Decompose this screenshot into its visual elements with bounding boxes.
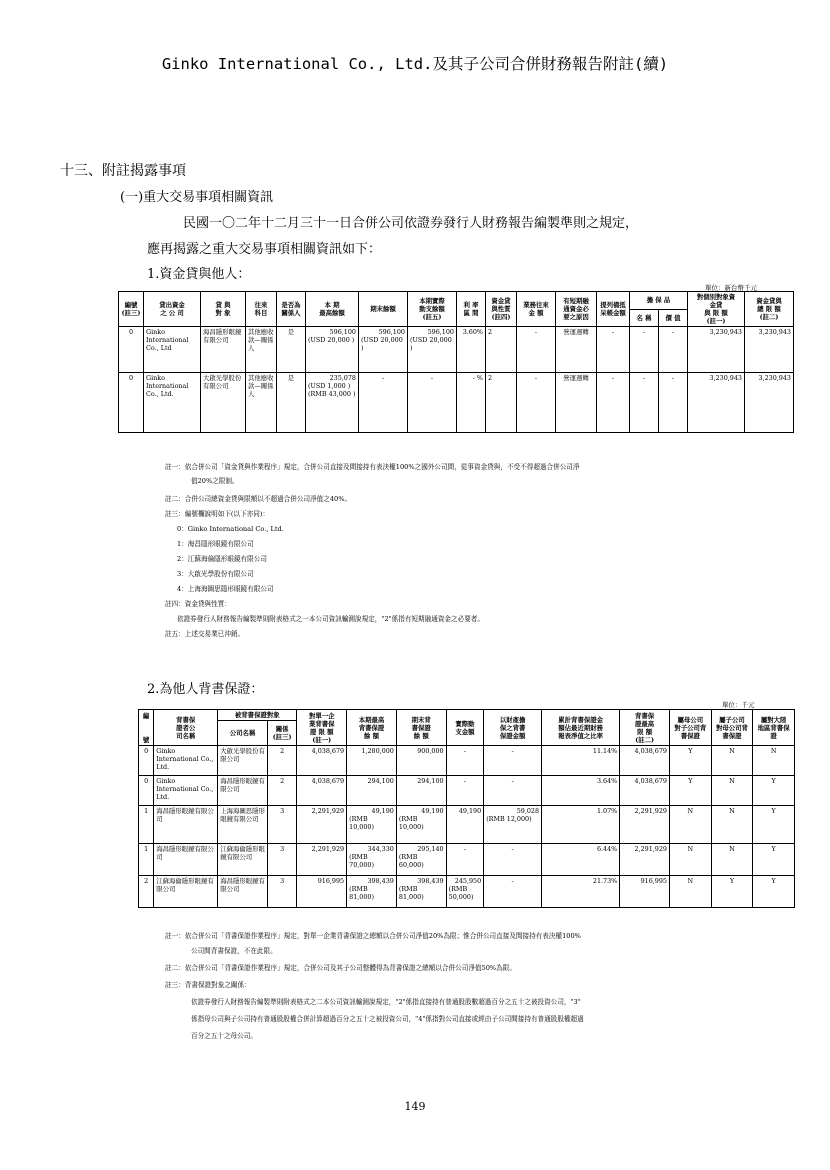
h-coll-name: 名 稱 bbox=[630, 309, 659, 327]
g-h-rel-b: (註三) bbox=[272, 733, 292, 741]
h-limit1-a: 對個別對象資 bbox=[696, 293, 736, 301]
cell: N bbox=[670, 806, 712, 844]
cell: 344,330 bbox=[367, 845, 394, 853]
h-rate-a: 利 率 bbox=[463, 301, 479, 309]
cell: - bbox=[597, 373, 630, 433]
note1-line: 註二：合併公司總資金貸與限額以不超過合併公司淨值之40%。 bbox=[165, 495, 352, 503]
table-row bbox=[139, 844, 795, 876]
cell: Y bbox=[670, 746, 712, 776]
cell: N bbox=[670, 844, 712, 876]
intro-line-1: 民國一〇二年十二月三十一日合併公司依證券發行人財務報告編製準則之規定， bbox=[183, 216, 639, 231]
note1-line: 依證券發行人財務報告編製準則附表格式之一本公司資訊輸測說規定，"2"係指有短期融通資金之必要者。 bbox=[177, 615, 484, 623]
g-h-end-b: 書保證 bbox=[411, 723, 431, 732]
cell: 916,995 bbox=[297, 876, 347, 908]
cell: Y bbox=[670, 776, 712, 806]
h-end: 期末餘額 bbox=[359, 292, 408, 327]
note2-line: 百分之五十之母公司。 bbox=[191, 1032, 257, 1040]
cell: 2 bbox=[486, 327, 517, 373]
cell-sub: (USD 20,000 ) bbox=[410, 336, 452, 352]
cell: 是 bbox=[277, 373, 306, 433]
h-limit1-c: 與 限 額 bbox=[704, 309, 728, 317]
cell: 294,100 bbox=[347, 776, 397, 806]
h-borrower-a: 貸 與 bbox=[215, 301, 231, 309]
cell: 3,230,943 bbox=[745, 373, 794, 433]
h-account-a: 往來 bbox=[254, 301, 268, 309]
note1-line: 1：海昌隱形眼鏡有限公司 bbox=[177, 540, 254, 548]
cell: - bbox=[408, 373, 457, 433]
cell-sub: (RMB 10,000) bbox=[398, 815, 424, 831]
part1-title: 1.資金貸與他人： bbox=[147, 267, 251, 282]
g-h-maxlimit-d: (註二) bbox=[635, 735, 655, 744]
h-rate-b: 區 間 bbox=[463, 309, 479, 317]
note2-line: 依證券發行人財務報告編製準則附表格式之二本公司資訊輸測說規定，"2"係指直接持有普通股股數超過百分之五十之被投資公司，"3" bbox=[191, 998, 581, 1006]
cell: - bbox=[359, 373, 408, 433]
cell: 2 bbox=[267, 776, 296, 806]
table-row bbox=[139, 806, 795, 844]
cell: 2 bbox=[486, 373, 517, 433]
g-h-max-c: 餘 額 bbox=[363, 731, 379, 740]
g-h-end-a: 期末背 bbox=[411, 715, 431, 724]
g-h-maxlimit-a: 背書保 bbox=[635, 711, 655, 720]
h-nature-b: 與性質 bbox=[491, 305, 511, 313]
cell: 11.14% bbox=[542, 746, 620, 776]
cell: N bbox=[711, 844, 753, 876]
cell: 596,100 bbox=[378, 328, 405, 336]
cell: 49,190 bbox=[371, 807, 394, 815]
cell: 596,100 bbox=[329, 328, 356, 336]
cell-sub: (USD 20,000 ) bbox=[308, 336, 355, 344]
cell: 3.64% bbox=[542, 776, 620, 806]
h-no-a: 編號 bbox=[124, 301, 138, 309]
h-allow-a: 提列備抵 bbox=[600, 301, 626, 309]
cell: 4,038,679 bbox=[620, 776, 670, 806]
page-header: Ginko International Co., Ltd.及其子公司合併財務報告附註(續) bbox=[161, 55, 669, 73]
cell-sub: (RMB 50,000) bbox=[448, 885, 474, 901]
g-h-p2s-b: 對子公司背 bbox=[674, 723, 707, 732]
h-limit2-b: 總 限 額 bbox=[757, 305, 781, 313]
h-actual-b: 動支餘額 bbox=[419, 305, 445, 313]
h-related-b: 關係人 bbox=[281, 309, 301, 317]
g-h-guar-c: 司名稱 bbox=[176, 731, 196, 740]
cell: 海昌隱形眼鏡有限公司 bbox=[218, 776, 268, 806]
cell: Y bbox=[753, 776, 795, 806]
cell: 49,190 bbox=[446, 806, 484, 844]
cell: 3.60% bbox=[457, 327, 486, 373]
loan-table bbox=[118, 291, 794, 433]
h-limit2-c: (註二) bbox=[759, 313, 779, 321]
cell: 295,140 bbox=[417, 845, 444, 853]
cell: 其他應收款—關係人 bbox=[246, 327, 277, 373]
g-h-rel-a: 關係 bbox=[275, 725, 289, 733]
h-biz-a: 業務往來 bbox=[523, 301, 549, 309]
cell: 3,230,943 bbox=[688, 373, 745, 433]
h-no-b: (註三) bbox=[121, 309, 141, 317]
h-limit1-d: (註一) bbox=[706, 317, 726, 325]
cell: 2 bbox=[139, 876, 154, 908]
cell: Ginko International Co., Ltd bbox=[144, 327, 201, 373]
cell: Ginko International Co., Ltd. bbox=[154, 746, 218, 776]
cell: 0 bbox=[119, 327, 144, 373]
h-limit2-a: 資金貸與 bbox=[756, 297, 782, 305]
note2-line: 註三：背書保證對象之關係： bbox=[165, 981, 251, 989]
h-related-a: 是否為 bbox=[281, 301, 301, 309]
cell: - % bbox=[457, 373, 486, 433]
cell: N bbox=[711, 776, 753, 806]
g-h-maxlimit-b: 證最高 bbox=[635, 719, 655, 728]
note2-line: 公司間背書保證，不在此限。 bbox=[191, 947, 277, 955]
g-h-no-a: 編 bbox=[142, 711, 150, 720]
note1-line: 4：上海海圖思隱形眼鏡有限公司 bbox=[177, 585, 274, 593]
cell: - bbox=[446, 746, 484, 776]
cell: Y bbox=[753, 844, 795, 876]
cell: 大啟光學股份有限公司 bbox=[201, 373, 246, 433]
section-title: 十三、附註揭露事項 bbox=[60, 163, 186, 179]
cell: - bbox=[517, 327, 556, 373]
cell: 49,190 bbox=[421, 807, 444, 815]
h-actual-c: (註五) bbox=[422, 313, 442, 321]
cell: 596,100 bbox=[427, 328, 454, 336]
g-h-guar-b: 證者公 bbox=[176, 723, 196, 732]
cell: - bbox=[484, 746, 542, 776]
cell: 3,230,943 bbox=[745, 327, 794, 373]
note1-line: 註四：資金貸與性質： bbox=[165, 600, 231, 608]
h-reason-b: 通資金必 bbox=[563, 305, 589, 313]
h-borrower-b: 對 象 bbox=[215, 309, 231, 317]
h-nature-c: (註四) bbox=[491, 313, 511, 321]
h-collateral: 擔 保 品 bbox=[630, 292, 688, 310]
g-h-s2p-c: 書保證 bbox=[722, 731, 742, 740]
cell: N bbox=[711, 806, 753, 844]
g-h-maxlimit-c: 限 額 bbox=[637, 727, 653, 736]
cell: 59,028 bbox=[516, 807, 540, 815]
cell-sub: (RMB 81,000) bbox=[398, 885, 424, 901]
table-row bbox=[139, 746, 795, 776]
h-biz-b: 金 額 bbox=[528, 309, 544, 317]
cell: - bbox=[597, 327, 630, 373]
intro-line-2: 應再揭露之重大交易事項相關資訊如下： bbox=[147, 242, 382, 257]
cell: 1 bbox=[139, 806, 154, 844]
g-h-company: 公司名稱 bbox=[218, 721, 268, 746]
cell: 4,038,679 bbox=[297, 746, 347, 776]
cell: 0 bbox=[139, 746, 154, 776]
cell: 海昌隱形眼鏡有限公司 bbox=[154, 844, 218, 876]
cell: 是 bbox=[277, 327, 306, 373]
cell: 海昌隱形眼鏡有限公司 bbox=[218, 876, 268, 908]
h-actual-a: 本期實際 bbox=[419, 297, 445, 305]
notes2 bbox=[165, 932, 795, 1041]
cell: 2,291,929 bbox=[297, 844, 347, 876]
cell-sub: (RMB 12,000) bbox=[486, 815, 532, 823]
cell: 916,995 bbox=[620, 876, 670, 908]
cell: - bbox=[484, 844, 542, 876]
h-reason-a: 有短期融 bbox=[563, 297, 589, 305]
cell: 398,439 bbox=[367, 877, 394, 885]
cell: 398,439 bbox=[417, 877, 444, 885]
cell: Y bbox=[753, 876, 795, 908]
g-h-guar-a: 背書保 bbox=[176, 715, 196, 724]
cell: 2,291,929 bbox=[297, 806, 347, 844]
cell: 1,280,000 bbox=[347, 746, 397, 776]
cell: - bbox=[446, 844, 484, 876]
cell: 上海海圖思隱形眼鏡有限公司 bbox=[218, 806, 268, 844]
cell: 6.44% bbox=[542, 844, 620, 876]
g-h-s2p-b: 對母公司背 bbox=[715, 723, 748, 732]
note1-line: 註三：編號欄說明如下(以下亦同)： bbox=[165, 510, 270, 518]
cell: 海昌隱形眼鏡有限公司 bbox=[154, 806, 218, 844]
guarantee-table bbox=[138, 709, 795, 908]
cell-sub: (RMB 81,000) bbox=[349, 885, 374, 901]
g-h-target: 被背書保證對象 bbox=[218, 710, 297, 721]
cell: 3 bbox=[267, 876, 296, 908]
g-h-actual-a: 實際動 bbox=[455, 719, 475, 728]
cell: 江蘇海倫隱形眼鏡有限公司 bbox=[154, 876, 218, 908]
cell: 3 bbox=[267, 806, 296, 844]
note2-line: 係指母公司與子公司持有普通股股權合併計算超過百分之五十之被投資公司，"4"係指對公司直接或經由子公司間接持有普通股股權超過 bbox=[191, 1015, 584, 1023]
cell: - bbox=[484, 776, 542, 806]
part2-unit: 單位：千元 bbox=[722, 701, 755, 709]
g-h-prop-a: 以財產擔 bbox=[499, 715, 526, 724]
g-h-p2s-a: 屬母公司 bbox=[677, 715, 704, 724]
cell: - bbox=[446, 776, 484, 806]
cell: 4,038,679 bbox=[620, 746, 670, 776]
cell: 海昌隱形眼鏡有限公司 bbox=[201, 327, 246, 373]
g-h-no-b: 號 bbox=[142, 735, 150, 744]
note1-line: 0：Ginko International Co., Ltd. bbox=[177, 525, 284, 533]
g-h-china-a: 屬對大陸 bbox=[760, 715, 787, 724]
cell: 235,078 bbox=[329, 374, 356, 382]
g-h-ratio-c: 報表淨值之比率 bbox=[558, 731, 604, 740]
cell-sub: (RMB 70,000) bbox=[349, 853, 374, 869]
cell: 245,950 bbox=[454, 877, 482, 885]
cell: - bbox=[484, 876, 542, 908]
cell: N bbox=[711, 746, 753, 776]
g-h-china-c: 證 bbox=[770, 731, 777, 740]
g-h-limit-c: 證 限 額 bbox=[309, 727, 334, 736]
notes1 bbox=[165, 463, 795, 639]
cell: 4,038,679 bbox=[297, 776, 347, 806]
cell: - bbox=[517, 373, 556, 433]
h-nature-a: 資金貸 bbox=[491, 297, 511, 305]
cell: 2 bbox=[267, 746, 296, 776]
cell: Y bbox=[753, 806, 795, 844]
g-h-prop-b: 保之背書 bbox=[499, 723, 526, 732]
cell-sub: (USD 1,000 ) (RMB 43,000 ) bbox=[308, 382, 356, 398]
cell: 營運週轉 bbox=[556, 373, 597, 433]
note1-line: 3：大啟光學股份有限公司 bbox=[177, 570, 254, 578]
g-h-end-c: 餘 額 bbox=[413, 731, 429, 740]
g-h-china-b: 地區背書保 bbox=[757, 723, 790, 732]
table-row bbox=[119, 373, 794, 433]
note2-line: 註二：依合併公司「背書保證作業程序」規定，合併公司及其子公司整體得為背書保證之總額以合併公司淨值50%為限。 bbox=[165, 964, 516, 972]
subsection-title: (一)重大交易事項相關資訊 bbox=[120, 190, 274, 205]
cell: N bbox=[670, 876, 712, 908]
h-max-a: 本 期 bbox=[324, 301, 340, 309]
h-coll-value: 價 值 bbox=[659, 309, 688, 327]
g-h-limit-b: 業背書保 bbox=[308, 719, 335, 728]
g-h-max-b: 背書保證 bbox=[358, 723, 385, 732]
cell: 21.73% bbox=[542, 876, 620, 908]
cell: 294,100 bbox=[396, 776, 446, 806]
g-h-ratio-b: 額佔最近期財務 bbox=[558, 723, 604, 732]
g-h-max-a: 本期最高 bbox=[358, 715, 385, 724]
table-row bbox=[139, 776, 795, 806]
g-h-ratio-a: 累計背書保證金 bbox=[558, 715, 604, 724]
cell: N bbox=[753, 746, 795, 776]
h-account-b: 科目 bbox=[254, 309, 268, 317]
note1-line: 值20%之限制。 bbox=[191, 477, 239, 485]
table-row bbox=[119, 327, 794, 373]
cell: - bbox=[659, 373, 688, 433]
cell: 3 bbox=[267, 844, 296, 876]
cell: Ginko International Co., Ltd. bbox=[144, 373, 201, 433]
cell: Y bbox=[711, 876, 753, 908]
cell: 營運週轉 bbox=[556, 327, 597, 373]
note1-line: 註五：上述交易業已沖銷。 bbox=[165, 630, 245, 638]
cell: 江蘇海倫隱形眼鏡有限公司 bbox=[218, 844, 268, 876]
cell: - bbox=[659, 327, 688, 373]
g-h-limit-d: (註一) bbox=[312, 735, 332, 744]
note1-line: 2：江蘇海倫隱形眼鏡有限公司 bbox=[177, 555, 267, 563]
g-h-limit-a: 對單一企 bbox=[308, 711, 335, 720]
cell-sub: (USD 20,000 ) bbox=[361, 336, 403, 352]
cell: 2,291,929 bbox=[620, 806, 670, 844]
note1-line: 註一：依合併公司「資金貸與作業程序」規定，合併公司直接及間接持有表決權100%之國外公司間，從事資金貸與，不受不得超過合併公司淨 bbox=[165, 463, 580, 471]
table-row bbox=[139, 876, 795, 908]
cell: Ginko International Co., Ltd. bbox=[154, 776, 218, 806]
cell: 2,291,929 bbox=[620, 844, 670, 876]
cell: 0 bbox=[119, 373, 144, 433]
cell-sub: (RMB 60,000) bbox=[398, 853, 424, 869]
cell: 900,000 bbox=[396, 746, 446, 776]
h-limit1-b: 金貸 bbox=[709, 301, 723, 309]
h-lender-a: 貸出資金 bbox=[159, 301, 185, 309]
h-lender-b: 之 公 司 bbox=[160, 309, 184, 317]
g-h-prop-c: 保證金額 bbox=[499, 731, 526, 740]
cell: 3,230,943 bbox=[688, 327, 745, 373]
page-number: 149 bbox=[404, 1100, 426, 1113]
note2-line: 註一：依合併公司「背書保證作業程序」規定，對單一企業背書保證之總額以合併公司淨值20%為限；惟合併公司直接及間接持有表決權100% bbox=[165, 932, 581, 940]
h-reason-c: 要之原因 bbox=[563, 313, 589, 321]
cell: 其他應收款—關係人 bbox=[246, 373, 277, 433]
h-max-b: 最高餘額 bbox=[319, 309, 345, 317]
g-h-s2p-a: 屬子公司 bbox=[719, 715, 745, 724]
part2-title: 2.為他人背書保證： bbox=[147, 682, 264, 697]
cell: 大啟光學股份有限公司 bbox=[218, 746, 268, 776]
g-h-p2s-c: 書保證 bbox=[680, 731, 700, 740]
cell: - bbox=[630, 373, 659, 433]
part1-unit: 單位：新台幣千元 bbox=[705, 284, 757, 292]
cell: 1 bbox=[139, 844, 154, 876]
cell-sub: (RMB 10,000) bbox=[349, 815, 374, 831]
h-allow-b: 呆帳金額 bbox=[600, 309, 626, 317]
cell: - bbox=[630, 327, 659, 373]
g-h-actual-b: 支金額 bbox=[455, 727, 475, 736]
cell: 1.07% bbox=[542, 806, 620, 844]
cell: 0 bbox=[139, 776, 154, 806]
